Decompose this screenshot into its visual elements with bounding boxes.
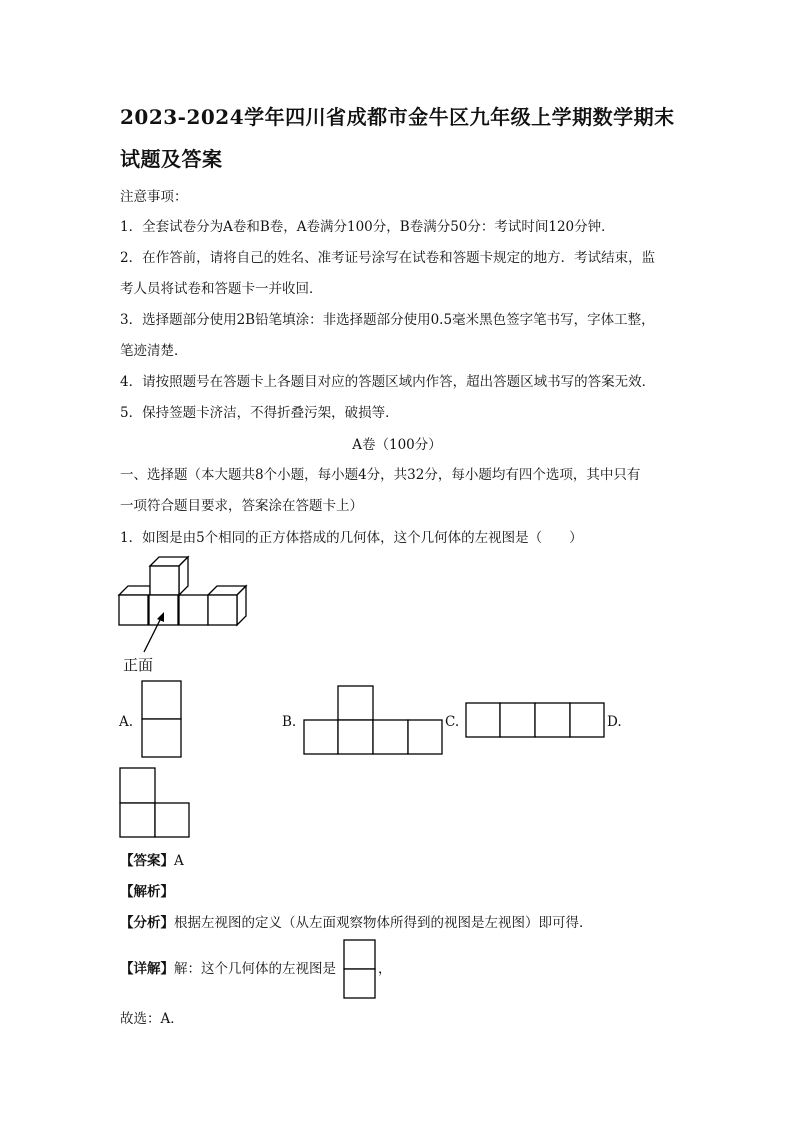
notice-1: 1．全套试卷分为A卷和B卷，A卷满分100分，B卷满分50分：考试时间120分钟．: [120, 219, 615, 235]
fenxi-line: [120, 913, 593, 933]
xiangjie-figure: [343, 939, 377, 1001]
analysis-tag: 【解析】: [120, 884, 174, 900]
answer-line: [120, 851, 184, 871]
notice-4: 4．请按照题号在答题卡上各题目对应的答题区域内作答，超出答题区域书写的答案无效．: [120, 374, 656, 390]
question-1-figure: [118, 556, 253, 630]
option-c-label: C.: [445, 714, 460, 730]
notice-2-cont: 考人员将试卷和答题卡一并收回．: [120, 281, 323, 297]
notice-5: 5．保持签题卡济洁，不得折叠污架，破损等．: [120, 405, 399, 421]
question-1-stem: 1．如图是由5个相同的正方体搭成的几何体，这个几何体的左视图是（ ）: [120, 530, 583, 546]
front-label: 正面: [123, 656, 154, 674]
answer-value: A: [174, 853, 184, 869]
notice-heading: 注意事项：: [120, 189, 188, 205]
fenxi-tag: 【分析】: [120, 915, 174, 931]
xiangjie-line: [120, 959, 336, 979]
option-b-figure: [303, 685, 445, 757]
option-d-label: D.: [607, 714, 622, 730]
option-d-figure: [119, 767, 193, 841]
notice-2: 2．在作答前，请将自己的姓名、准考证号涂写在试卷和答题卡规定的地方．考试结束，监: [120, 250, 656, 266]
page-title-line-2: 试题及答案: [120, 147, 223, 171]
conclusion: 故选：A．: [120, 1011, 184, 1027]
xiangjie-tag: 【详解】: [120, 961, 174, 977]
xiangjie-text: 解：这个几何体的左视图是: [174, 961, 336, 977]
option-c-figure: [465, 702, 607, 740]
fenxi-text: 根据左视图的定义（从左面观察物体所得到的视图是左视图）即可得．: [174, 915, 593, 931]
section-title: A卷（100分）: [352, 437, 442, 453]
answer-tag: 【答案】: [120, 853, 174, 869]
notice-3-cont: 笔迹清楚．: [120, 343, 188, 359]
notice-3: 3．选择题部分使用2B铅笔填涂：非选择题部分使用0.5毫米黑色签字笔书写，字体工整，: [120, 312, 655, 328]
option-a-label: A.: [119, 714, 134, 730]
part-heading-line-2: 一项符合题目要求，答案涂在答题卡上）: [120, 498, 363, 514]
page-title-line-1: 2023-2024学年四川省成都市金牛区九年级上学期数学期末: [120, 105, 675, 129]
part-heading-line-1: 一、选择题（本大题共8个小题，每小题4分，共32分，每小题均有四个选项，其中只有: [120, 467, 641, 483]
xiangjie-comma: ，: [378, 961, 392, 977]
front-arrow: [140, 610, 170, 655]
option-b-label: B.: [282, 714, 297, 730]
option-a-figure: [141, 680, 183, 760]
